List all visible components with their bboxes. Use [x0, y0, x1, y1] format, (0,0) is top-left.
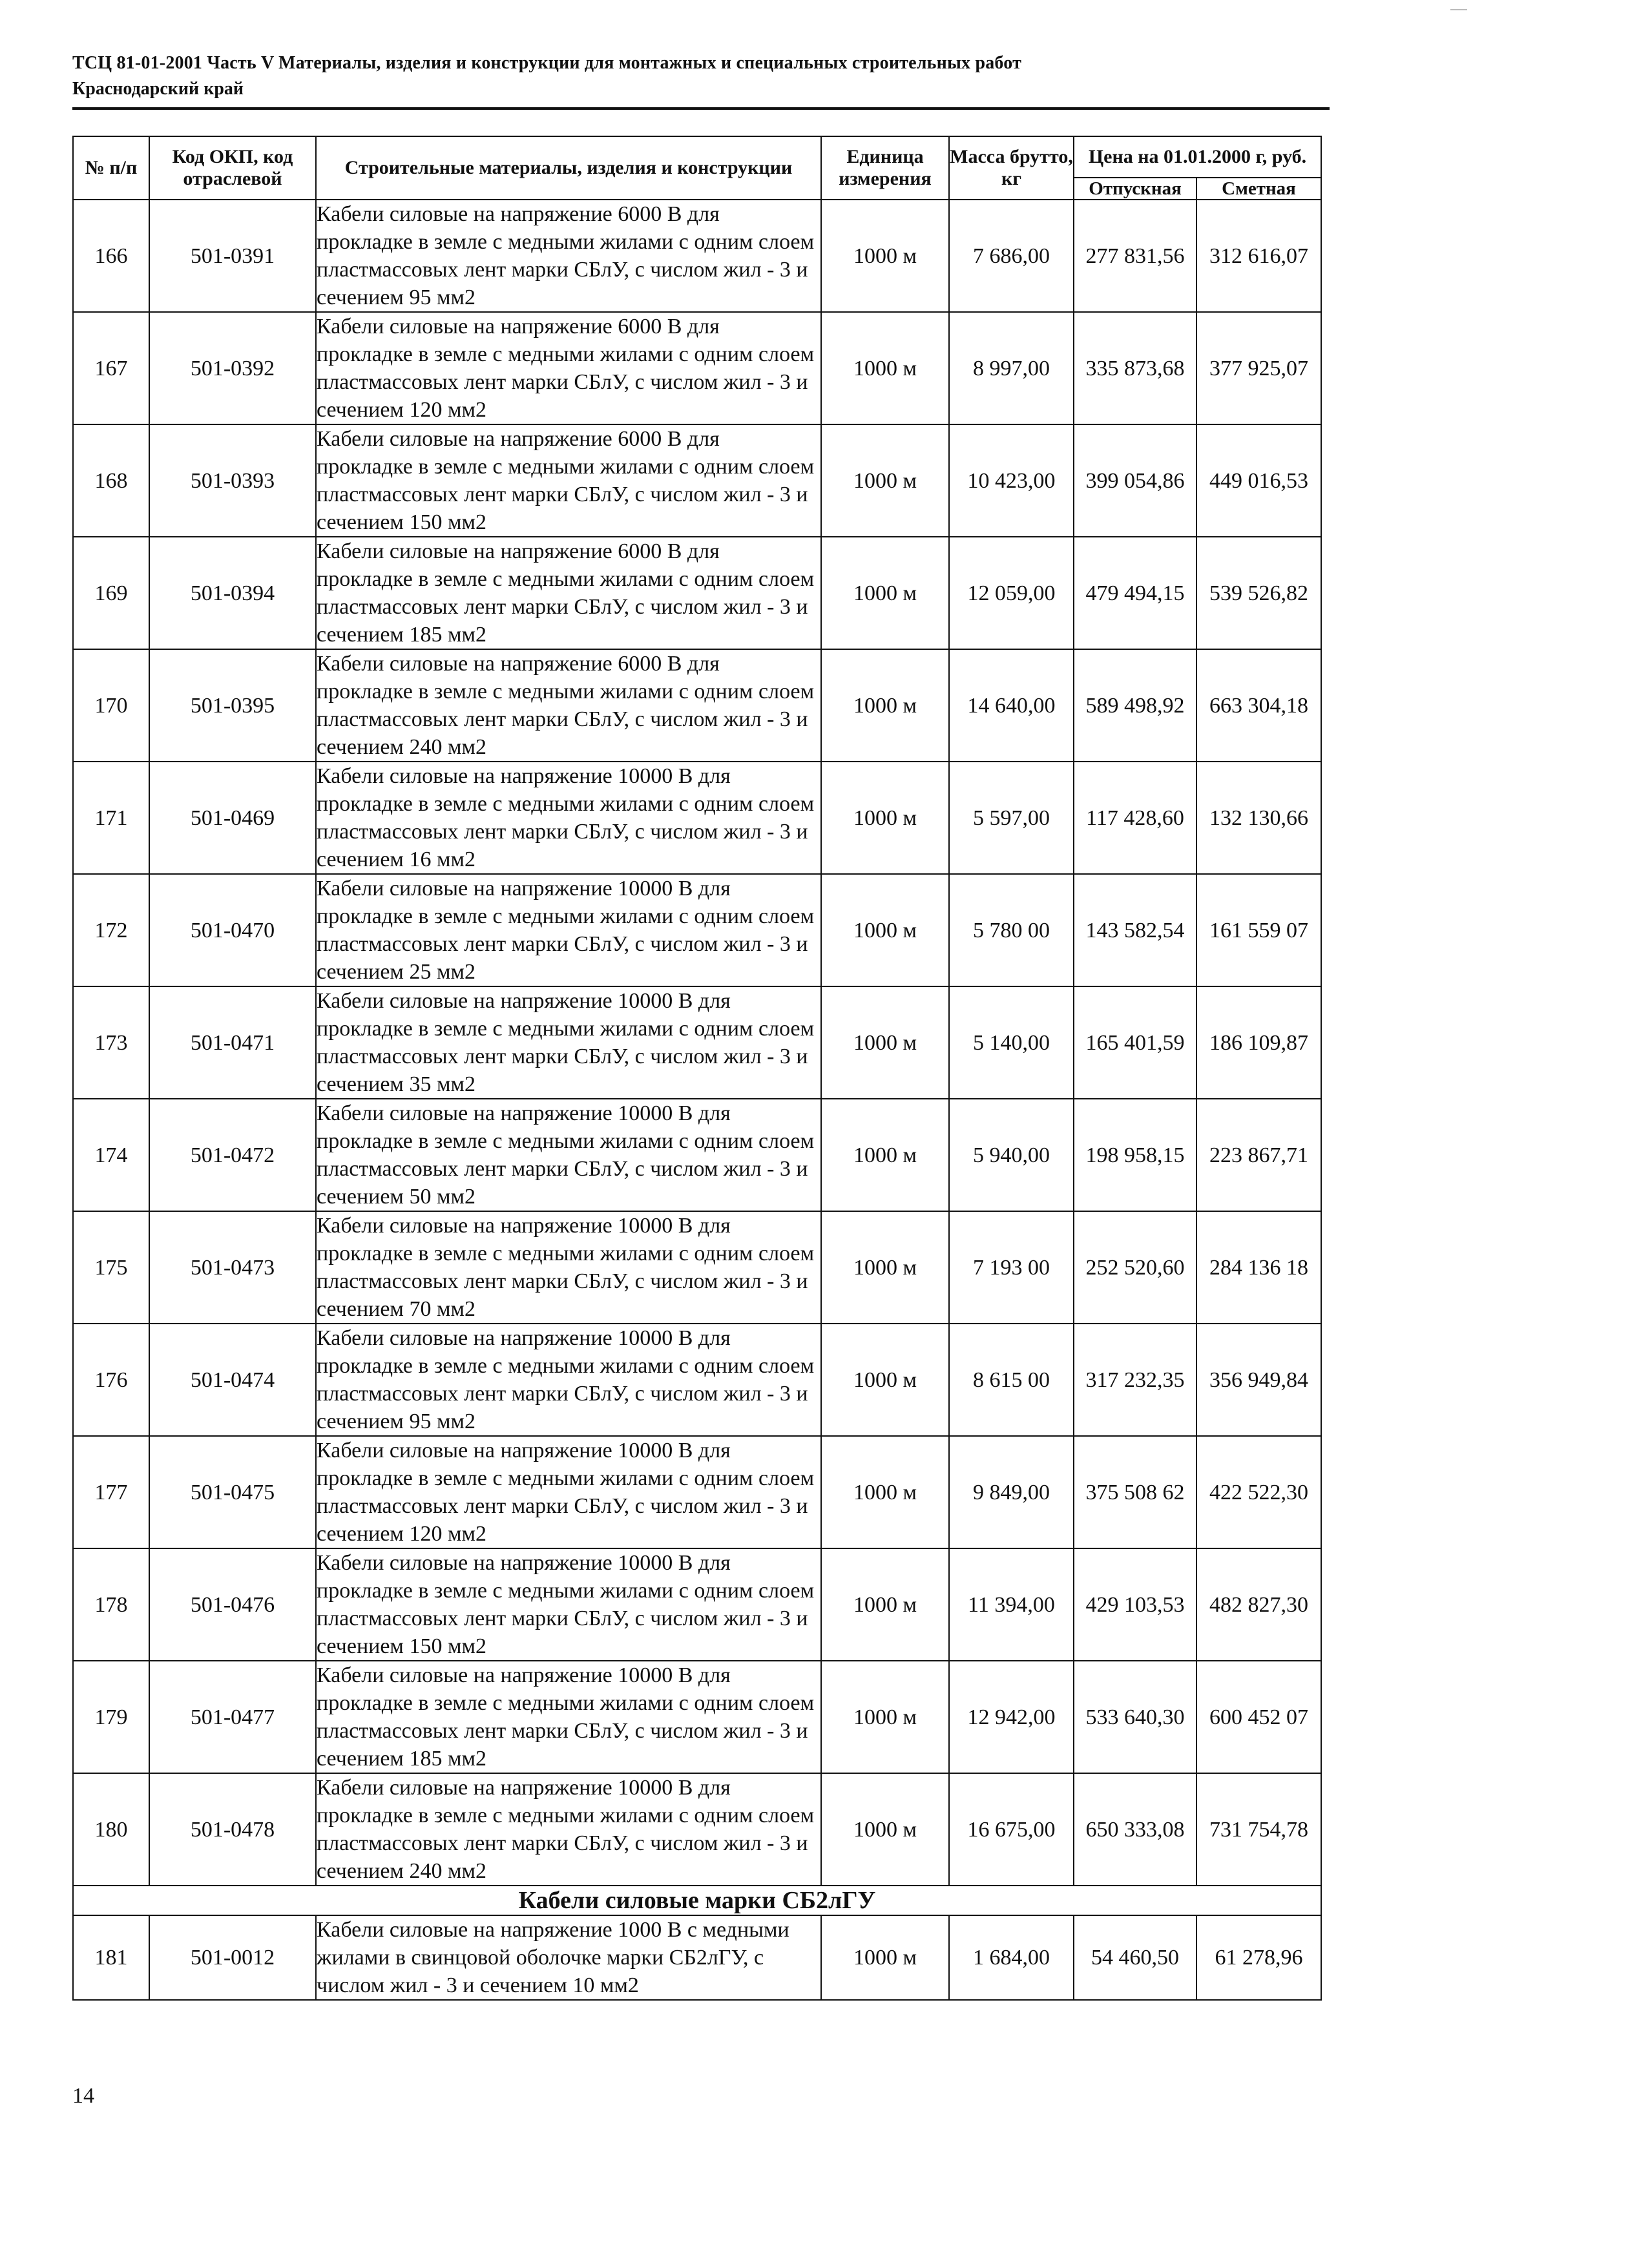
cell-name: Кабели силовые на напряжение 10000 В для прокладке в земле с медными жилами с одним слоем пластмассовых лент марки СБлУ, с числом жил - 3 и сечением 16 мм2: [316, 762, 821, 874]
cell-num: 169: [73, 537, 149, 649]
cell-code: 501-0392: [149, 312, 316, 424]
cell-mass: 5 780 00: [949, 874, 1074, 986]
cell-num: 173: [73, 986, 149, 1099]
header-code: Код ОКП, код отраслевой: [149, 136, 316, 200]
table-row: [73, 1436, 1321, 1548]
cell-name: Кабели силовые на напряжение 10000 В для прокладке в земле с медными жилами с одним слоем пластмассовых лент марки СБлУ, с числом жил - 3 и сечением 120 мм2: [316, 1436, 821, 1548]
table-row: [73, 312, 1321, 424]
cell-price-estimate: 663 304,18: [1196, 649, 1321, 762]
cell-mass: 7 193 00: [949, 1211, 1074, 1324]
cell-price-estimate: 61 278,96: [1196, 1915, 1321, 2000]
cell-num: 176: [73, 1324, 149, 1436]
cell-code: 501-0474: [149, 1324, 316, 1436]
cell-price-release: 252 520,60: [1074, 1211, 1196, 1324]
cell-price-estimate: 161 559 07: [1196, 874, 1321, 986]
cell-mass: 12 942,00: [949, 1661, 1074, 1773]
cell-price-estimate: 284 136 18: [1196, 1211, 1321, 1324]
cell-mass: 14 640,00: [949, 649, 1074, 762]
cell-price-release: 650 333,08: [1074, 1773, 1196, 1886]
cell-name: Кабели силовые на напряжение 6000 В для прокладке в земле с медными жилами с одним слоем пластмассовых лент марки СБлУ, с числом жил - 3 и сечением 150 мм2: [316, 424, 821, 537]
cell-price-estimate: 600 452 07: [1196, 1661, 1321, 1773]
cell-price-release: 375 508 62: [1074, 1436, 1196, 1548]
cell-mass: 16 675,00: [949, 1773, 1074, 1886]
cell-code: 501-0469: [149, 762, 316, 874]
cell-price-estimate: 312 616,07: [1196, 200, 1321, 312]
cell-num: 171: [73, 762, 149, 874]
cell-mass: 10 423,00: [949, 424, 1074, 537]
cell-price-release: 399 054,86: [1074, 424, 1196, 537]
cell-mass: 5 597,00: [949, 762, 1074, 874]
cell-unit: 1000 м: [821, 762, 949, 874]
cell-mass: 8 615 00: [949, 1324, 1074, 1436]
cell-name: Кабели силовые на напряжение 6000 В для прокладке в земле с медными жилами с одним слоем пластмассовых лент марки СБлУ, с числом жил - 3 и сечением 95 мм2: [316, 200, 821, 312]
table-body: [73, 200, 1321, 2000]
cell-code: 501-0012: [149, 1915, 316, 2000]
cell-price-release: 335 873,68: [1074, 312, 1196, 424]
cell-price-estimate: 482 827,30: [1196, 1548, 1321, 1661]
cell-unit: 1000 м: [821, 424, 949, 537]
cell-num: 172: [73, 874, 149, 986]
cell-code: 501-0395: [149, 649, 316, 762]
cell-price-release: 143 582,54: [1074, 874, 1196, 986]
table-row: [73, 1548, 1321, 1661]
table-row: [73, 200, 1321, 312]
cell-price-estimate: 186 109,87: [1196, 986, 1321, 1099]
cell-price-release: 277 831,56: [1074, 200, 1196, 312]
cell-price-estimate: 731 754,78: [1196, 1773, 1321, 1886]
cell-num: 167: [73, 312, 149, 424]
section-title: Кабели силовые марки СБ2лГУ: [73, 1886, 1321, 1915]
header-num: № п/п: [73, 136, 149, 200]
cell-name: Кабели силовые на напряжение 10000 В для прокладке в земле с медными жилами с одним слоем пластмассовых лент марки СБлУ, с числом жил - 3 и сечением 50 мм2: [316, 1099, 821, 1211]
cell-num: 179: [73, 1661, 149, 1773]
table-row: [73, 1324, 1321, 1436]
table-row: [73, 1661, 1321, 1773]
cell-unit: 1000 м: [821, 1661, 949, 1773]
cell-num: 175: [73, 1211, 149, 1324]
cell-unit: 1000 м: [821, 312, 949, 424]
cell-name: Кабели силовые на напряжение 10000 В для прокладке в земле с медными жилами с одним слоем пластмассовых лент марки СБлУ, с числом жил - 3 и сечением 95 мм2: [316, 1324, 821, 1436]
cell-code: 501-0393: [149, 424, 316, 537]
cell-mass: 7 686,00: [949, 200, 1074, 312]
page-number: 14: [72, 2084, 94, 2108]
cell-name: Кабели силовые на напряжение 6000 В для прокладке в земле с медными жилами с одним слоем пластмассовых лент марки СБлУ, с числом жил - 3 и сечением 120 мм2: [316, 312, 821, 424]
scan-mark: [1450, 9, 1467, 10]
cell-code: 501-0470: [149, 874, 316, 986]
cell-price-estimate: 356 949,84: [1196, 1324, 1321, 1436]
header-name: Строительные материалы, изделия и конструкции: [316, 136, 821, 200]
cell-unit: 1000 м: [821, 874, 949, 986]
cell-price-release: 479 494,15: [1074, 537, 1196, 649]
cell-code: 501-0477: [149, 1661, 316, 1773]
cell-unit: 1000 м: [821, 1773, 949, 1886]
table-row: [73, 1099, 1321, 1211]
cell-mass: 1 684,00: [949, 1915, 1074, 2000]
cell-mass: 11 394,00: [949, 1548, 1074, 1661]
cell-num: 180: [73, 1773, 149, 1886]
cell-code: 501-0475: [149, 1436, 316, 1548]
cell-mass: 5 940,00: [949, 1099, 1074, 1211]
cell-unit: 1000 м: [821, 1915, 949, 2000]
cell-unit: 1000 м: [821, 1324, 949, 1436]
table-row: [73, 1773, 1321, 1886]
cell-name: Кабели силовые на напряжение 10000 В для прокладке в земле с медными жилами с одним слоем пластмассовых лент марки СБлУ, с числом жил - 3 и сечением 150 мм2: [316, 1548, 821, 1661]
cell-code: 501-0394: [149, 537, 316, 649]
cell-name: Кабели силовые на напряжение 10000 В для прокладке в земле с медными жилами с одним слоем пластмассовых лент марки СБлУ, с числом жил - 3 и сечением 70 мм2: [316, 1211, 821, 1324]
cell-num: 166: [73, 200, 149, 312]
section-row: [73, 1886, 1321, 1915]
cell-name: Кабели силовые на напряжение 6000 В для прокладке в земле с медными жилами с одним слоем пластмассовых лент марки СБлУ, с числом жил - 3 и сечением 240 мм2: [316, 649, 821, 762]
cell-price-release: 589 498,92: [1074, 649, 1196, 762]
cell-price-estimate: 223 867,71: [1196, 1099, 1321, 1211]
cell-unit: 1000 м: [821, 1211, 949, 1324]
cell-name: Кабели силовые на напряжение 10000 В для прокладке в земле с медными жилами с одним слоем пластмассовых лент марки СБлУ, с числом жил - 3 и сечением 25 мм2: [316, 874, 821, 986]
cell-price-release: 117 428,60: [1074, 762, 1196, 874]
header-price-release: Отпускная: [1074, 178, 1196, 200]
cell-unit: 1000 м: [821, 537, 949, 649]
cell-price-release: 533 640,30: [1074, 1661, 1196, 1773]
cell-name: Кабели силовые на напряжение 10000 В для прокладке в земле с медными жилами с одним слоем пластмассовых лент марки СБлУ, с числом жил - 3 и сечением 35 мм2: [316, 986, 821, 1099]
cell-price-release: 198 958,15: [1074, 1099, 1196, 1211]
cell-num: 168: [73, 424, 149, 537]
cell-price-release: 317 232,35: [1074, 1324, 1196, 1436]
header-price-estimate: Сметная: [1196, 178, 1321, 200]
document-title: ТСЦ 81-01-2001 Часть V Материалы, изделия и конструкции для монтажных и специальных строительных работ: [72, 53, 1022, 73]
cell-unit: 1000 м: [821, 986, 949, 1099]
cell-unit: 1000 м: [821, 200, 949, 312]
cell-name: Кабели силовые на напряжение 6000 В для прокладке в земле с медными жилами с одним слоем пластмассовых лент марки СБлУ, с числом жил - 3 и сечением 185 мм2: [316, 537, 821, 649]
cell-price-release: 54 460,50: [1074, 1915, 1196, 2000]
cell-price-estimate: 132 130,66: [1196, 762, 1321, 874]
cell-price-estimate: 422 522,30: [1196, 1436, 1321, 1548]
table-row: [73, 874, 1321, 986]
cell-num: 174: [73, 1099, 149, 1211]
cell-mass: 5 140,00: [949, 986, 1074, 1099]
cell-name: Кабели силовые на напряжение 10000 В для прокладке в земле с медными жилами с одним слоем пластмассовых лент марки СБлУ, с числом жил - 3 и сечением 240 мм2: [316, 1773, 821, 1886]
table-row: [73, 986, 1321, 1099]
cell-price-estimate: 539 526,82: [1196, 537, 1321, 649]
cell-code: 501-0471: [149, 986, 316, 1099]
cell-mass: 9 849,00: [949, 1436, 1074, 1548]
cell-name: Кабели силовые на напряжение 10000 В для прокладке в земле с медными жилами с одним слоем пластмассовых лент марки СБлУ, с числом жил - 3 и сечением 185 мм2: [316, 1661, 821, 1773]
cell-unit: 1000 м: [821, 1099, 949, 1211]
cell-unit: 1000 м: [821, 649, 949, 762]
table-row: [73, 762, 1321, 874]
table-row: [73, 424, 1321, 537]
table-row: [73, 649, 1321, 762]
cell-unit: 1000 м: [821, 1548, 949, 1661]
cell-code: 501-0472: [149, 1099, 316, 1211]
cell-mass: 8 997,00: [949, 312, 1074, 424]
cell-price-estimate: 377 925,07: [1196, 312, 1321, 424]
cell-code: 501-0476: [149, 1548, 316, 1661]
cell-price-estimate: 449 016,53: [1196, 424, 1321, 537]
document-region: Краснодарский край: [72, 79, 244, 99]
cell-num: 178: [73, 1548, 149, 1661]
cell-price-release: 165 401,59: [1074, 986, 1196, 1099]
table-row: [73, 1915, 1321, 2000]
cell-num: 181: [73, 1915, 149, 2000]
header-price: Цена на 01.01.2000 г, руб.: [1074, 136, 1321, 178]
cell-num: 170: [73, 649, 149, 762]
header-unit: Единица измерения: [821, 136, 949, 200]
price-table: [72, 136, 1322, 2001]
header-divider: [72, 107, 1330, 110]
cell-code: 501-0391: [149, 200, 316, 312]
cell-code: 501-0473: [149, 1211, 316, 1324]
cell-mass: 12 059,00: [949, 537, 1074, 649]
cell-num: 177: [73, 1436, 149, 1548]
cell-unit: 1000 м: [821, 1436, 949, 1548]
header-mass: Масса брутто, кг: [949, 136, 1074, 200]
cell-price-release: 429 103,53: [1074, 1548, 1196, 1661]
cell-code: 501-0478: [149, 1773, 316, 1886]
table-row: [73, 1211, 1321, 1324]
cell-name: Кабели силовые на напряжение 1000 В с медными жилами в свинцовой оболочке марки СБ2лГУ, с числом жил - 3 и сечением 10 мм2: [316, 1915, 821, 2000]
table-row: [73, 537, 1321, 649]
